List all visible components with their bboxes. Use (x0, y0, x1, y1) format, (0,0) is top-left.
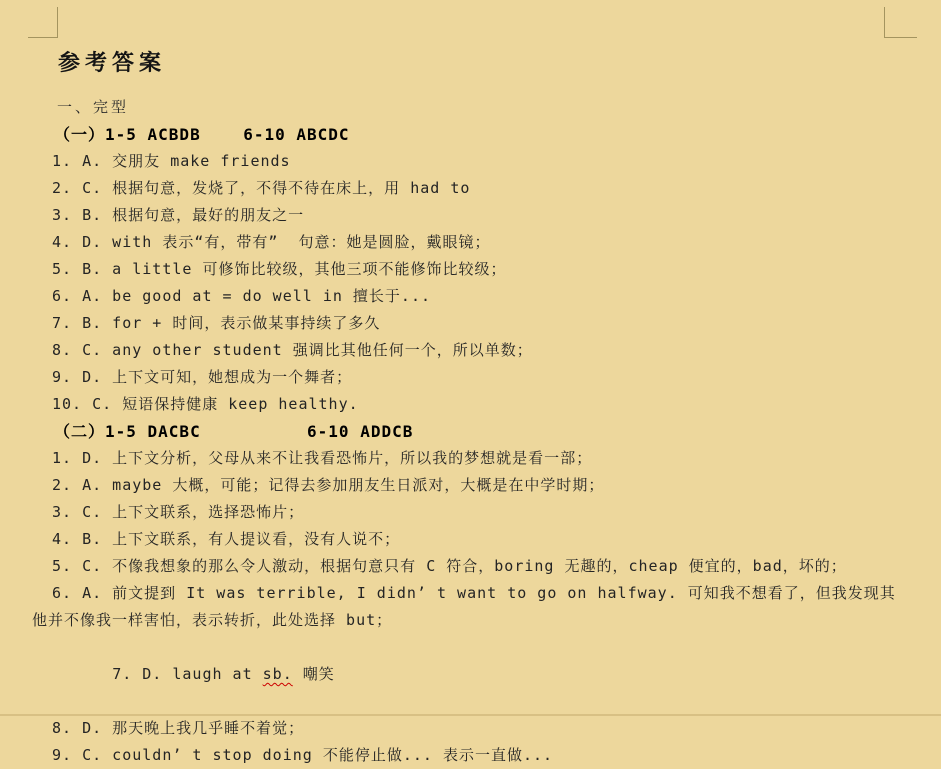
answer-line: 8. C. any other student 强调比其他任何一个，所以单数； (52, 341, 533, 359)
answer-line: 2. C. 根据句意，发烧了，不得不待在床上，用 had to (52, 179, 471, 197)
answer-line-continuation: 他并不像我一样害怕，表示转折，此处选择 but； (32, 611, 393, 629)
answer-line: 7. B. for + 时间，表示做某事持续了多久 (52, 314, 381, 332)
answer-line-text: 7. D. laugh at (112, 665, 263, 683)
answer-line: 9. C. couldn’ t stop doing 不能停止做... 表示一直做... (52, 746, 554, 764)
answer-line: 3. B. 根据句意，最好的朋友之一 (52, 206, 305, 224)
answer-line: 4. D. with 表示“有，带有” 句意：她是圆脸，戴眼镜； (52, 233, 491, 251)
answer-line: 1. D. 上下文分析，父母从来不让我看恐怖片，所以我的梦想就是看一部； (52, 449, 593, 467)
answer-line: 8. D. 那天晚上我几乎睡不着觉； (52, 719, 305, 737)
answer-line: 5. C. 不像我想象的那么令人激动，根据句意只有 C 符合，boring 无趣的，cheap 便宜的，bad，坏的； (52, 557, 847, 575)
answer-key-header-2: （二）1-5 DACBC 6-10 ADDCB (54, 422, 414, 441)
answer-line: 2. A. maybe 大概，可能；记得去参加朋友生日派对，大概是在中学时期； (52, 476, 605, 494)
answer-line: 6. A. be good at = do well in 擅长于... (52, 287, 432, 305)
answer-line: 5. B. a little 可修饰比较级，其他三项不能修饰比较级； (52, 260, 507, 278)
answer-line: 3. C. 上下文联系，选择恐怖片； (52, 503, 305, 521)
answer-line (32, 634, 941, 715)
answer-line: 6. A. 前文提到 It was terrible, I didn’ t want to go on halfway. 可知我不想看了，但我发现其 (52, 584, 896, 602)
section-subheading: 一、完型 (57, 98, 130, 116)
answer-line: 9. D. 上下文可知，她想成为一个舞者； (52, 368, 353, 386)
answer-line: 1. A. 交朋友 make friends (52, 152, 291, 170)
answer-key-header-1: （一）1-5 ACBDB 6-10 ABCDC (54, 125, 350, 144)
answer-line: 10. C. 短语保持健康 keep healthy. (52, 395, 359, 413)
answer-line: 4. B. 上下文联系，有人提议看，没有人说不； (52, 530, 401, 548)
page-title: 参考答案 (58, 50, 167, 76)
answer-line-text: 嘲笑 (292, 665, 335, 683)
misspelled-word: sb. (262, 665, 293, 683)
